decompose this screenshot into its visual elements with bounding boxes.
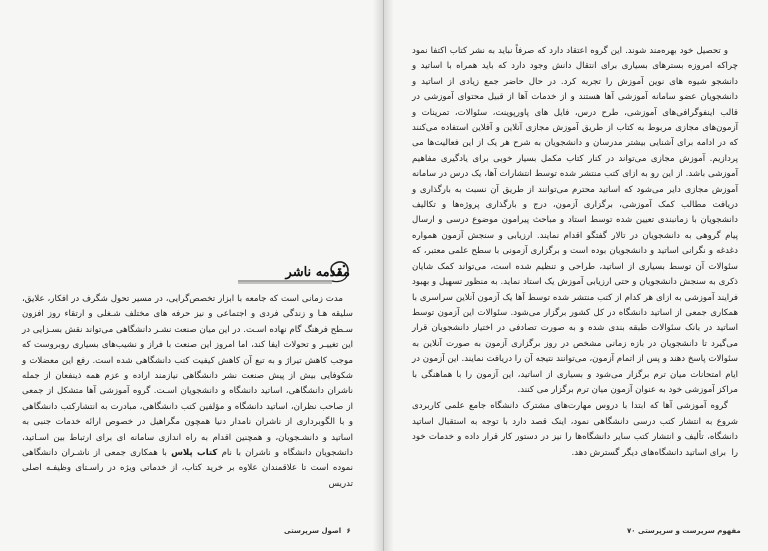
gutter-shadow	[373, 0, 383, 551]
right-page-footer	[624, 527, 741, 535]
paragraph: گروه آموزشی آها که ابتدا با دروس مهارت‌های مشترک دانشگاه جامع علمی کاربردی شروع به انتشار کتب درسی دانشگاهی نمود، اینک قصد دارد با توجه به استقبال اساتید دانشگاه، تألیف و انتشار کتب سایر دانشگاه‌ها را نیز در دستور کار قرار داده و خدمات خود را ‌ برای اساتید دانشگاه‌های دیگر گسترش دهد.	[412, 401, 738, 458]
section-header	[236, 261, 354, 283]
running-title: مفهوم سرپرست و سرپرستی	[637, 527, 741, 535]
paragraph-text-before-term: مدت زمانی است که جامعه با ابزار تخصص‌گرایی، در مسیر تحول شگرف در افکار، علایق، سلیقه هـا و زندگی فردی و اجتماعی و نیز حرفه های مختلف شـغلی و ارتقاء روز افزون سـطح فرهنگ گام نهاده اسـت. در ‌این میان صنعت نشـر دانشگاهی می‌تواند نقش بسـزایی در ‌این تغییـر و تحولات ایفا کند، اما امروز ‌این صنعت با فراز و نشیب‌های بسیاری روبروست که موجب کاهش تیراژ و به تبع آن کاهش کیفیت کتب دانشگاهی شده است. رفع ‌این معضلات و شکوفایی بیش از پیش صنعت نشر دانشگاهی نیازمند اراده و عزم همه ذینفعان از جمله ناشران دانشگاهی، اساتید دانشگاه و دانشجویان اسـت. گروه آموزشی آها متشکل از جمعی از صاحب نظران، اساتید دانشگاه و مؤلفین کتب دانشگاهی، مبادرت به انتشارکتب دانشگاهی و با الگوبرداری از ناشران نامدار دنیا همچون مگراهیل در خصوص ارائه خدمات جنبی به اساتید و دانشـجویان، و همچنین اقدام به راه اندازی سامانه ای برای ارتباط بین اسـاتید، دانشجویان دانشگاه و ناشران با نام	[22, 294, 353, 459]
paragraph: و تحصیل خود بهره‌مند شوند. ‌این گروه اعتقاد دارد که صرفاً نباید به نشر کتاب اکتفا نمود چراکه امروزه بسترهای بسیاری برای انتقال دانش وجود دارد که باید همراه با اساتید و دانشجو شیوه های نوین آموزش را تجربه کرد. در حال حاضر جمع زیادی از اساتید و دانشجویان عضو سامانه آموزشی آها هستند و از خدمات آها از قبیل محتوای آموزشی در قالب ‌اینفوگرافی‌های آموزشی، طرح درس، فایل های پاورپوینت، سئوالات، تمرینات و آزمون‌های مجازی مربوط به کتاب از طریق آموزش مجازی آنلاین و آفلاین استفاده می‌کنند که در ادامه برای آشنایی بیشتر مدرسان و دانشجویان به شرح هر یک از ‌این فعالیت‌ها می پردازیم. آموزش مجازی می‌تواند در کنار کتاب مکمل بسیار خوبی برای یادگیری مفاهیم آموزشی باشد. از ‌این رو به ازای کتب منتشر شده توسط انتشارات آها، یک درس در سامانه آموزش مجازی دایر می‌شود که اساتید محترم می‌توانند از طریق آن نسبت به بارگذاری و دریافت مطالب کمک آموزشی، برگزاری آزمون، درج و بارگذاری ‌پروژه‌ها و تکالیف دانشجویان با زمانبندی تعیین شده توسط استاد و مباحث پیرامون موضوع درسی و ارسال پیام گروهی به دانشجویان در تالار گفتگو اقدام نمایند. ارزیابی و سنجش آزمون همواره دغدغه و نگرانی اساتید و دانشجویان بوده است و برگزاری آزمونی با سطح علمی معتبر، که سئوالات آن توسط بسیاری از اساتید، طراحی و تنظیم شده است، می‌تواند کمک شایان ذکری به سنجش دانشجویان و حتی ارزیابی آموزش یک استاد نماید. به منظور تسهیل و بهبود فرایند آموزشی به ازای هر کدام از کتب منتشر شده توسط آها یک آزمون آنلاین سراسری با همکاری جمعی از اساتید دانشگاه در کل کشور برگزار می‌شود. سئوالات ‌این آزمون توسط اساتید در بانک سئوالات طبقه بندی شده و به صورت تصادفی در اختیار دانشجویان قرار می‌گیرد تا دانشجویان در بازه زمانی مشخص در روز برگزاری آزمون به صورت آنلاین به سئوالات پاسخ دهند و پس از اتمام آزمون، می‌توانند نتیجه آن را دریافت نمایند. ‌این آزمون در ایام امتحانات میان ترم برگزار می‌شود و بسیاری از اساتید، ‌این آزمون را با هماهنگی با مراکز آموزشی خود به عنوان آزمون میان ترم برگزار می کنند.	[412, 46, 738, 395]
right-page-body	[412, 44, 738, 461]
page-number: ۶	[346, 527, 351, 535]
running-title: اصول سرپرستی	[284, 527, 342, 535]
paragraph-text-after-term: با همکاری جمعی از ناشـران دانشگاهی نموده است تا علاقمندان علاوه بر خرید کتاب، از خدماتی ویژه در راسـتای وظیفـه اصلی تدریس	[22, 448, 353, 489]
publisher-intro-paragraph	[22, 292, 353, 492]
page-number: ۷۰	[627, 527, 636, 535]
gutter-shadow	[384, 0, 394, 551]
right-page	[384, 0, 768, 551]
left-page-footer	[284, 527, 351, 535]
bold-term: کتاب پلاس	[171, 448, 218, 459]
section-title: مقدمه ناشر	[285, 264, 350, 280]
left-page-body	[22, 292, 353, 492]
